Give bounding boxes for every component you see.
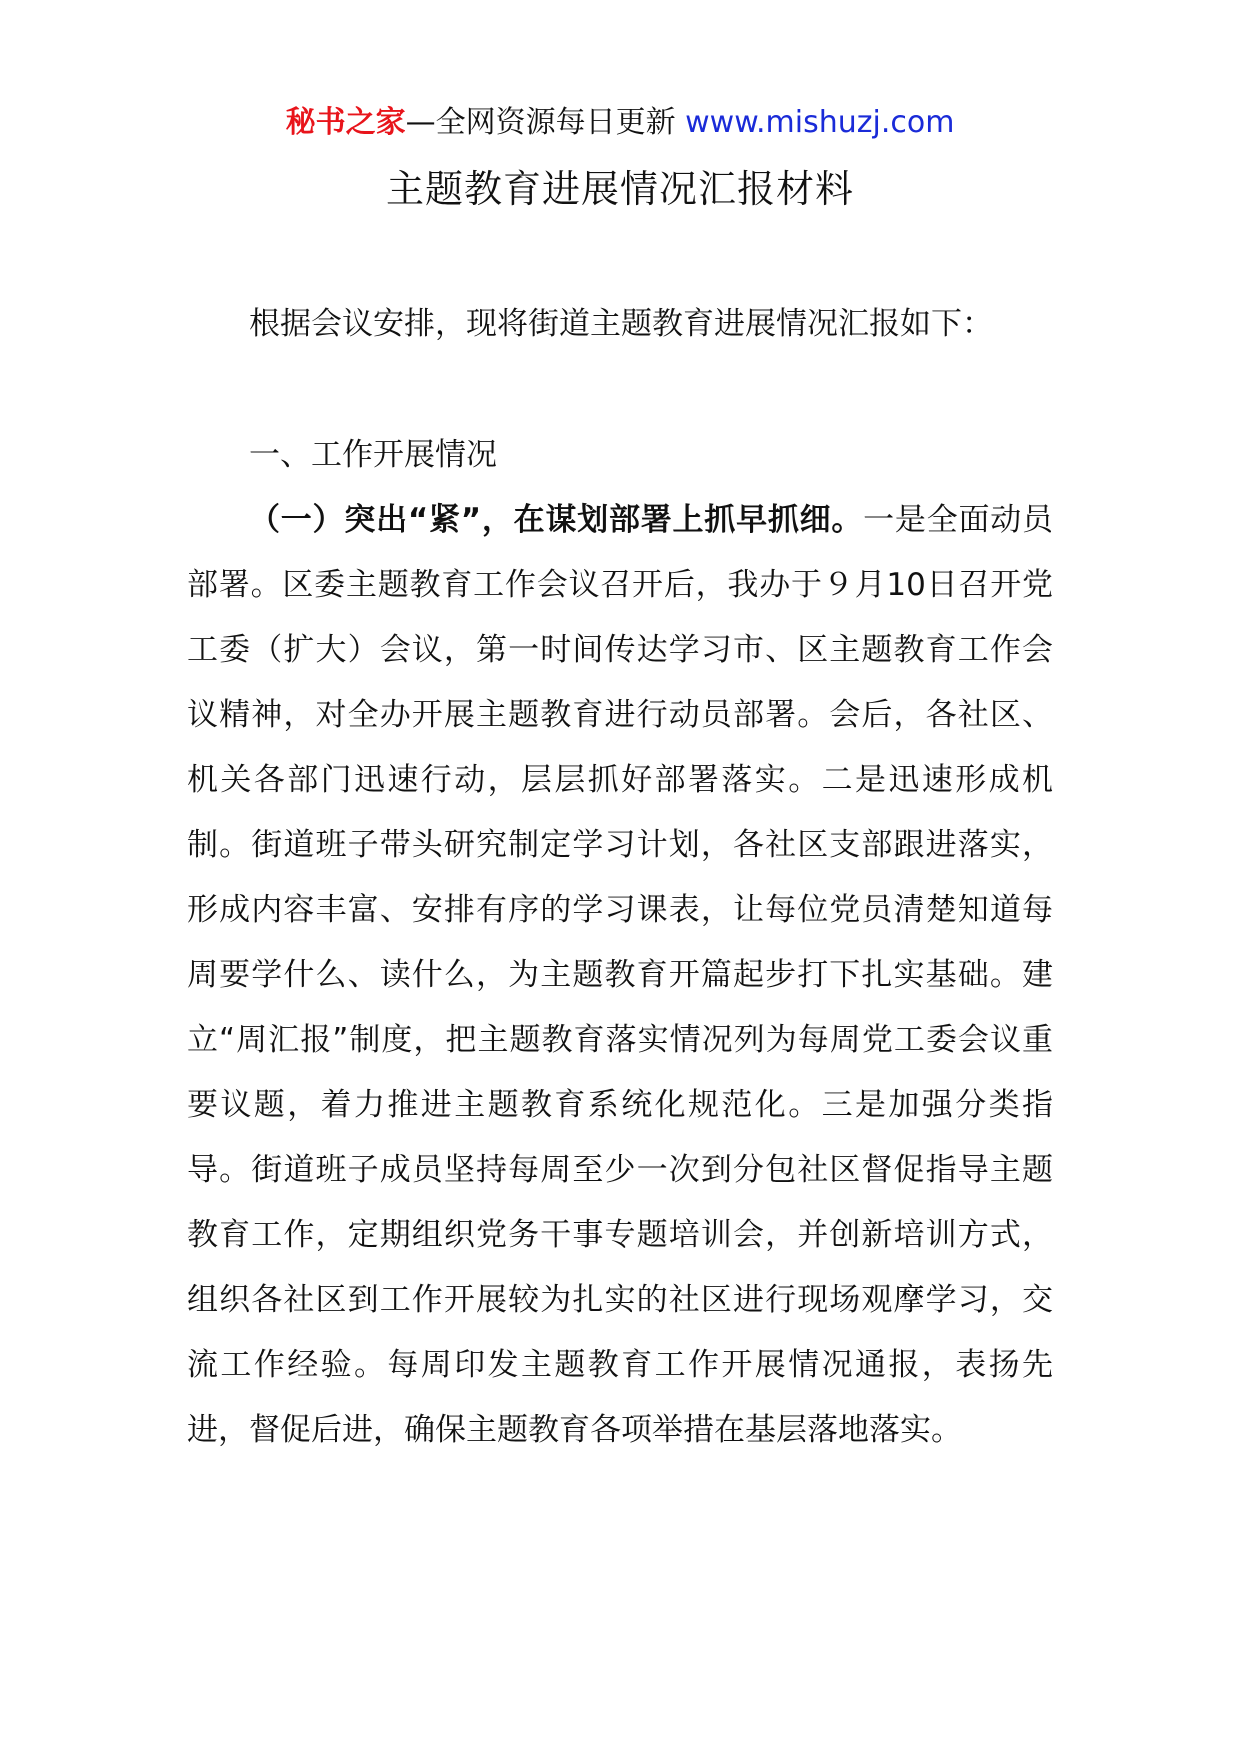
- watermark-header: [0, 101, 1240, 145]
- paragraph-body-text: 一是全面动员部署。区委主题教育工作会议召开后，我办于９月10日召开党工委（扩大）会议，第一时间传达学习市、区主题教育工作会议精神，对全办开展主题教育进行动员部署。会后，各社区、机关各部门迅速行动，层层抓好部署落实。二是迅速形成机制。街道班子带头研究制定学习计划，各社区支部跟进落实，形成内容丰富、安排有序的学习课表，让每位党员清楚知道每周要学什么、读什么，为主题教育开篇起步打下扎实基础。建立“周汇报”制度，把主题教育落实情况列为每周党工委会议重要议题，着力推进主题教育系统化规范化。三是加强分类指导。街道班子成员坚持每周至少一次到分包社区督促指导主题教育工作，定期组织党务干事专题培训会，并创新培训方式，组织各社区到工作开展较为扎实的社区进行现场观摩学习，交流工作经验。每周印发主题教育工作开展情况通报，表扬先进，督促后进，确保主题教育各项举措在基层落地落实。: [187, 502, 1054, 1448]
- section-heading: 一、工作开展情况: [249, 437, 497, 473]
- body-paragraph: [187, 488, 1053, 1463]
- paragraph-lead-heading: （一）突出“紧”，在谋划部署上抓早抓细。: [249, 502, 864, 538]
- brand-url-link[interactable]: www.mishuzj.com: [685, 105, 955, 140]
- intro-paragraph: 根据会议安排，现将街道主题教育进展情况汇报如下：: [249, 306, 993, 342]
- brand-name: 秘书之家: [285, 105, 406, 140]
- document-title: 主题教育进展情况汇报材料: [385, 167, 854, 211]
- brand-slogan: —全网资源每日更新: [405, 105, 676, 140]
